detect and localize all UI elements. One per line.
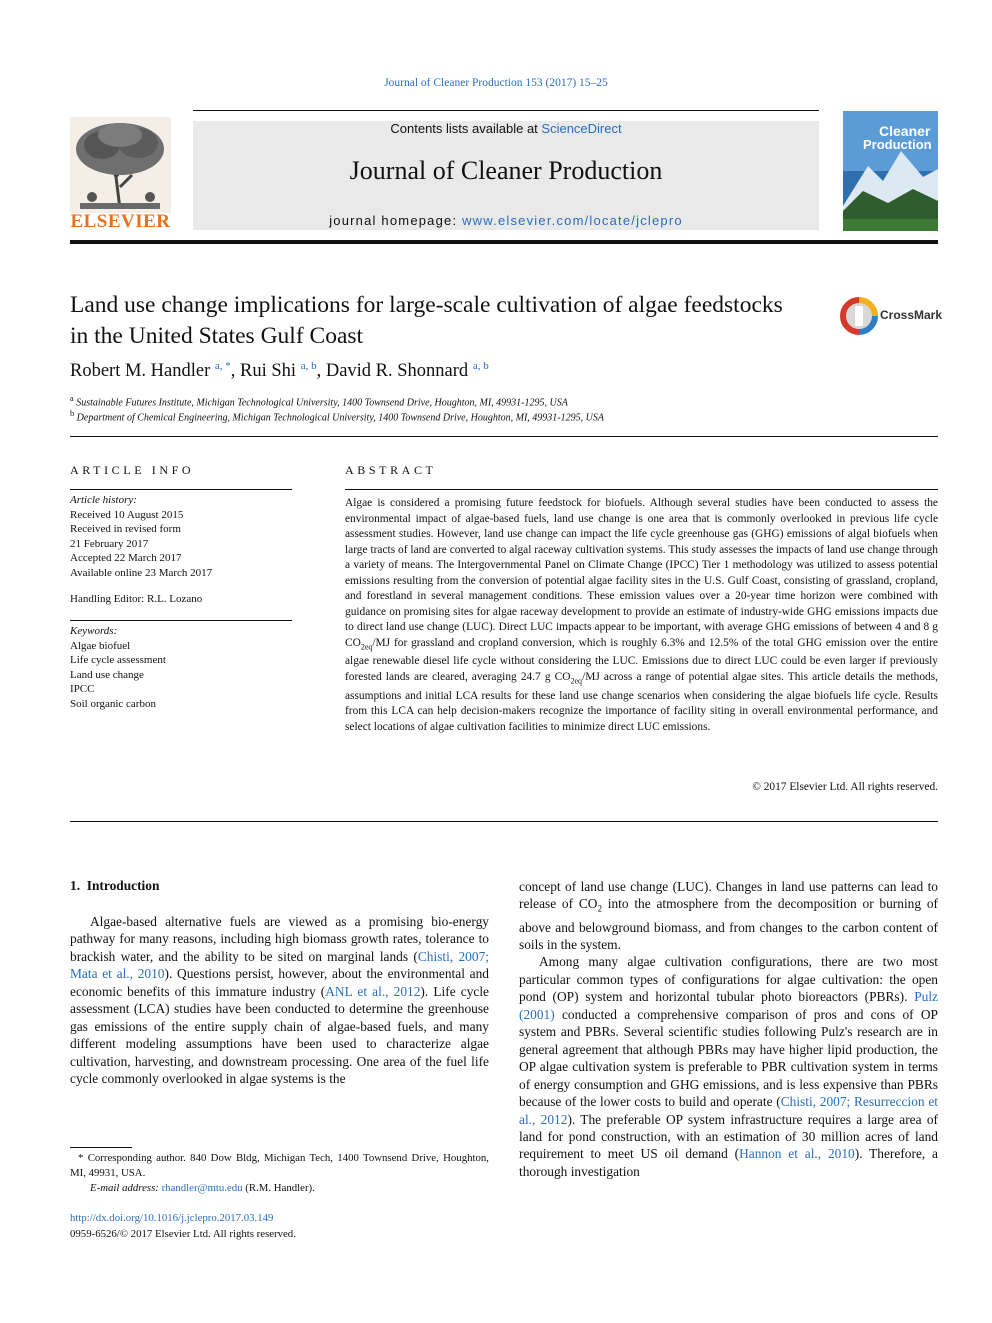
abstract-bottom-rule — [70, 821, 938, 822]
keywords-label: Keywords: — [70, 625, 118, 637]
elsevier-tree-icon — [70, 117, 171, 213]
crossmark-icon — [840, 296, 878, 336]
article-info-rule — [70, 489, 292, 490]
abstract-text — [345, 496, 938, 735]
journal-name: Journal of Cleaner Production — [349, 156, 663, 185]
article-history — [70, 493, 295, 581]
history-item: 21 February 2017 — [70, 537, 149, 550]
affiliation-text: Sustainable Futures Institute, Michigan Technological University, 1400 Townsend Drive, Houghton, MI, 49931-1295, USA — [76, 397, 568, 409]
affiliation-label: a — [70, 394, 74, 403]
keyword: Soil organic carbon — [70, 697, 156, 710]
citation-link[interactable]: Chisti, 2007; Resurreccion et al., 2012 — [519, 1094, 938, 1127]
history-item: Received 10 August 2015 — [70, 508, 184, 521]
author-superscript[interactable]: a, b — [472, 360, 489, 372]
homepage-line — [193, 213, 819, 228]
section-title: Introduction — [86, 878, 160, 893]
citation-link[interactable]: Chisti, 2007; Mata et al., 2010 — [70, 948, 489, 982]
elsevier-logo[interactable] — [70, 117, 171, 213]
intro-left-column — [70, 913, 489, 1088]
intro-right-column — [519, 878, 938, 1180]
section-number: 1. — [70, 878, 81, 893]
history-label: Article history: — [70, 494, 137, 506]
handling-editor: Handling Editor: R.L. Lozano — [70, 593, 203, 605]
keyword: Land use change — [70, 668, 144, 681]
article-title: Land use change implications for large-scale cultivation of algae feedstocks in the United States Gulf Coast — [70, 292, 783, 349]
history-item: Received in revised form — [70, 523, 181, 536]
journal-citation[interactable]: Journal of Cleaner Production 153 (2017) 15–25 — [384, 77, 608, 89]
corresponding-author: * Corresponding author. 840 Dow Bldg, Michigan Tech, 1400 Townsend Drive, Houghton, MI, 49931, USA. — [70, 1152, 489, 1179]
author-separator: , — [230, 361, 241, 382]
article-info-heading: ARTICLE INFO — [70, 463, 195, 477]
abstract-rule — [345, 489, 938, 490]
affiliation — [70, 409, 604, 423]
abstract-copyright: © 2017 Elsevier Ltd. All rights reserved. — [752, 781, 938, 793]
email-suffix: (R.M. Handler). — [242, 1182, 315, 1194]
contents-line — [193, 121, 819, 136]
paragraph — [519, 953, 938, 1180]
email-label: E-mail address: — [90, 1182, 162, 1194]
crossmark-label: CrossMark — [880, 308, 943, 322]
author-list — [70, 360, 489, 382]
author-name[interactable]: David R. Shonnard — [325, 361, 469, 382]
issn-line: 0959-6526/© 2017 Elsevier Ltd. All rights reserved. — [70, 1227, 296, 1240]
citation-link[interactable]: ANL et al., 2012 — [325, 983, 421, 999]
author-name[interactable]: Rui Shi — [240, 361, 297, 382]
author-superscript[interactable]: a, b — [300, 360, 317, 372]
abstract-subscript: 2eq — [570, 676, 583, 686]
keyword: Life cycle assessment — [70, 654, 166, 667]
publisher-name: ELSEVIER — [70, 211, 171, 232]
subscript: 2 — [597, 904, 602, 915]
history-item: Available online 23 March 2017 — [70, 566, 213, 579]
keyword: Algae biofuel — [70, 639, 131, 652]
text-run: Algae-based alternative fuels are viewed as a promising bio-energy pathway for many reasons, including high biomass growth rates, tolerance to brackish water, and the ability to be sited on marginal lands ( — [70, 914, 489, 964]
cover-title-line1: Cleaner — [879, 123, 931, 139]
abstract-part: /MJ for grassland and cropland conversion, which is roughly 6.3% and 12.5% of the total GHG emission over the entire algae renewable diesel life cycle without considering the LUC. Emissions due to direct LUC could be even larger if previously forested lands are cleared, averaging 24.7 g CO — [345, 636, 938, 683]
history-item: Accepted 22 March 2017 — [70, 552, 182, 565]
abstract-part: /MJ across a range of potential algae sites. This article details the methods, assumptions and initial LCA results for these land use change scenarios when considering the algae biofuels life cycle. Results from this LCA can help decision-makers recognize the importance of facility siting in overall environmental performance, and select locations of algae cultivation facilities to minimize direct LUC emissions. — [345, 670, 938, 733]
author-superscript[interactable]: a, * — [214, 360, 231, 372]
keywords — [70, 624, 295, 712]
paragraph — [70, 913, 489, 1088]
section-heading — [70, 878, 159, 894]
header-top-rule — [193, 110, 819, 111]
doi-block — [70, 1211, 296, 1242]
contents-prefix: Contents lists available at — [390, 121, 542, 136]
footnote-rule — [70, 1147, 132, 1148]
keywords-rule — [70, 620, 292, 621]
journal-cover[interactable] — [843, 111, 938, 231]
affiliation — [70, 394, 568, 408]
crossmark-badge[interactable] — [840, 296, 943, 336]
keyword: IPCC — [70, 683, 95, 696]
text-run: into the atmosphere from the decomposition or burning of above and belowground biomass, and from changes to the carbon content of soils in the system. — [519, 896, 938, 953]
abstract-subscript: 2eq — [360, 641, 373, 651]
doi-link[interactable]: http://dx.doi.org/10.1016/j.jclepro.2017.03.149 — [70, 1212, 274, 1224]
text-run: Among many algae cultivation configurations, there are two most particular common types of configurations for algae cultivation: the open pond (OP) system and horizontal tubular photo bioreactors (PBRs). — [519, 954, 938, 1005]
abstract-heading: ABSTRACT — [345, 463, 437, 477]
email-line — [70, 1181, 489, 1196]
text-run: ). Questions persist, however, about the environmental and economic benefits of this immature industry ( — [70, 966, 489, 999]
citation-link[interactable]: Pulz (2001) — [519, 989, 938, 1022]
paragraph — [519, 878, 938, 953]
affiliation-rule — [70, 436, 938, 437]
citation-link[interactable]: Hannon et al., 2010 — [739, 1146, 855, 1162]
sciencedirect-link[interactable]: ScienceDirect — [541, 121, 622, 136]
affiliation-label: b — [70, 409, 75, 418]
author-name[interactable]: Robert M. Handler — [70, 361, 211, 382]
abstract-part: Algae is considered a promising future feedstock for biofuels. Although several studies have been conducted to assess the environmental impact of algae-based fuels, land use change is one area that is commonly overlooked in previous life cycle assessment studies. However, land use change can impact the life cycle greenhouse gas (GHG) emissions of algal biofuels when large tracts of land are converted to algal raceway cultivation systems. This study assesses the impacts of land use change through a variety of means. The Intergovernmental Panel on Climate Change (IPCC) Tier 1 methodology was utilized to assess potential emissions resulting from the conversion of potential algae facility sites in the U.S. Gulf Coast, consisting of grassland, cropland, and forestland in several management conditions. These emission values over a 20-year time horizon were combined with guidance on promising sites for algae raceway development to provide an estimate of industry-wide GHG emissions impacts due to direct land use change (LUC). Direct LUC impacts appear to be important, with average GHG emissions of between 4 and 8 g CO — [345, 497, 938, 649]
homepage-prefix: journal homepage: — [329, 213, 463, 228]
text-run: ). Therefore, a thorough investigation — [519, 1146, 938, 1179]
header-thick-rule — [70, 240, 938, 244]
email-link[interactable]: rhandler@mtu.edu — [161, 1182, 243, 1194]
text-run: concept of land use change (LUC). Changes in land use patterns can lead to release of CO — [519, 879, 938, 912]
footnote — [70, 1151, 489, 1196]
text-run: ). The preferable OP system infrastructure requires a large area of land for pond construction, with an estimation of 30 million acres of land requirement to meet US oil demand ( — [519, 1111, 938, 1162]
homepage-link[interactable]: www.elsevier.com/locate/jclepro — [462, 213, 683, 228]
author-separator: , — [316, 361, 326, 382]
affiliation-text: Department of Chemical Engineering, Michigan Technological University, 1400 Townsend Drive, Houghton, MI, 49931-1295, USA — [76, 412, 604, 424]
cover-title-line2: Production — [863, 137, 932, 152]
text-run: ). Life cycle assessment (LCA) studies have been conducted to determine the greenhouse gas emissions of the entire supply chain of algae-based fuels, and many different modeling assumptions have been used to characterize algae cultivation, harvesting, and downstream processing. One area of the fuel life cycle commonly overlooked in algae systems is the — [70, 983, 489, 1087]
text-run: conducted a comprehensive comparison of pros and cons of OP system and PBRs. Several scientific studies following Pulz's research are in general agreement that although PBRs may have higher lipid production, the OP algae cultivation system is preferable to PBR cultivation system in terms of energy consumption and GHG emissions, and is less expensive than PBRs because of the lower costs to build and operate ( — [519, 1006, 938, 1110]
